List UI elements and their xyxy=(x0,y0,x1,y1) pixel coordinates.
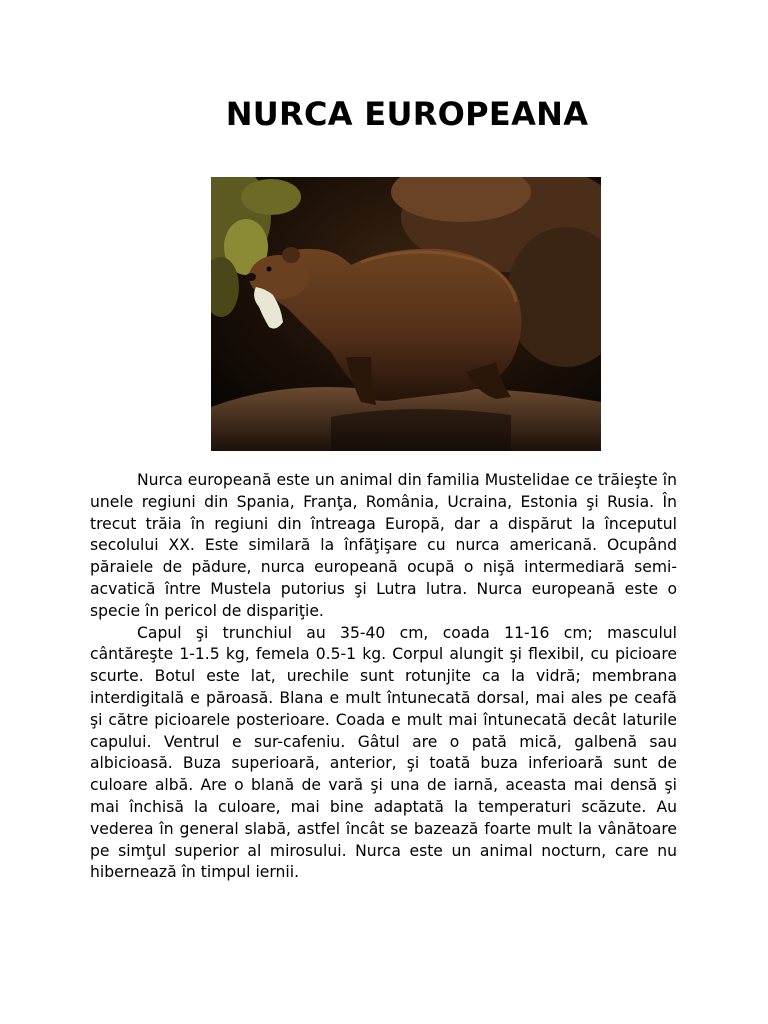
article-body xyxy=(90,470,677,884)
paragraph: Nurca europeană este un animal din familia Mustelidae ce trăieşte în unele regiuni din Spania, Franţa, România, Ucraina, Estonia şi Rusia. În trecut trăia în regiuni din întreaga Europă, dar a dispărut la începutul secolului XX. Este similară la înfăţişare cu nurca americană. Ocupând păraiele de pădure, nurca europeană ocupă o nişă intermediară semi-acvatică între Mustela putorius şi Lutra lutra. Nurca europeană este o specie în pericol de dispariţie. xyxy=(90,471,677,620)
page-title: NURCA EUROPEANA xyxy=(225,95,589,133)
mink-eye xyxy=(267,267,272,272)
paragraph: Capul şi trunchiul au 35-40 cm, coada 11-16 cm; masculul cântăreşte 1-1.5 kg, femela 0.5-1 kg. Corpul alungit şi flexibil, cu picioare scurte. Botul este lat, urechile sunt rotunjite ca la vidră; membrana interdigitală e păroasă. Blana e mult întunecată dorsal, mai ales pe ceafă şi către picioarele posterioare. Coada e mult mai întunecată decât laturile capului. Ventrul e sur-cafeniu. Gâtul are o pată mică, galbenă sau albicioasă. Buza superioară, anterior, şi toată buza inferioară sunt de culoare albă. Are o blană de vară şi una de iarnă, aceasta mai densă şi mai închisă la culoare, mai bine adaptată la temperaturi scăzute. Au vederea în general slabă, astfel încât se bazează foarte mult la vânătoare pe simţul superior al mirosului. Nurca este un animal nocturn, care nu hibernează în timpul iernii. xyxy=(90,623,677,882)
mink-photo xyxy=(211,177,601,451)
mink-illustration xyxy=(211,177,601,451)
mink-nose xyxy=(246,273,256,281)
mink-ear xyxy=(282,247,300,263)
